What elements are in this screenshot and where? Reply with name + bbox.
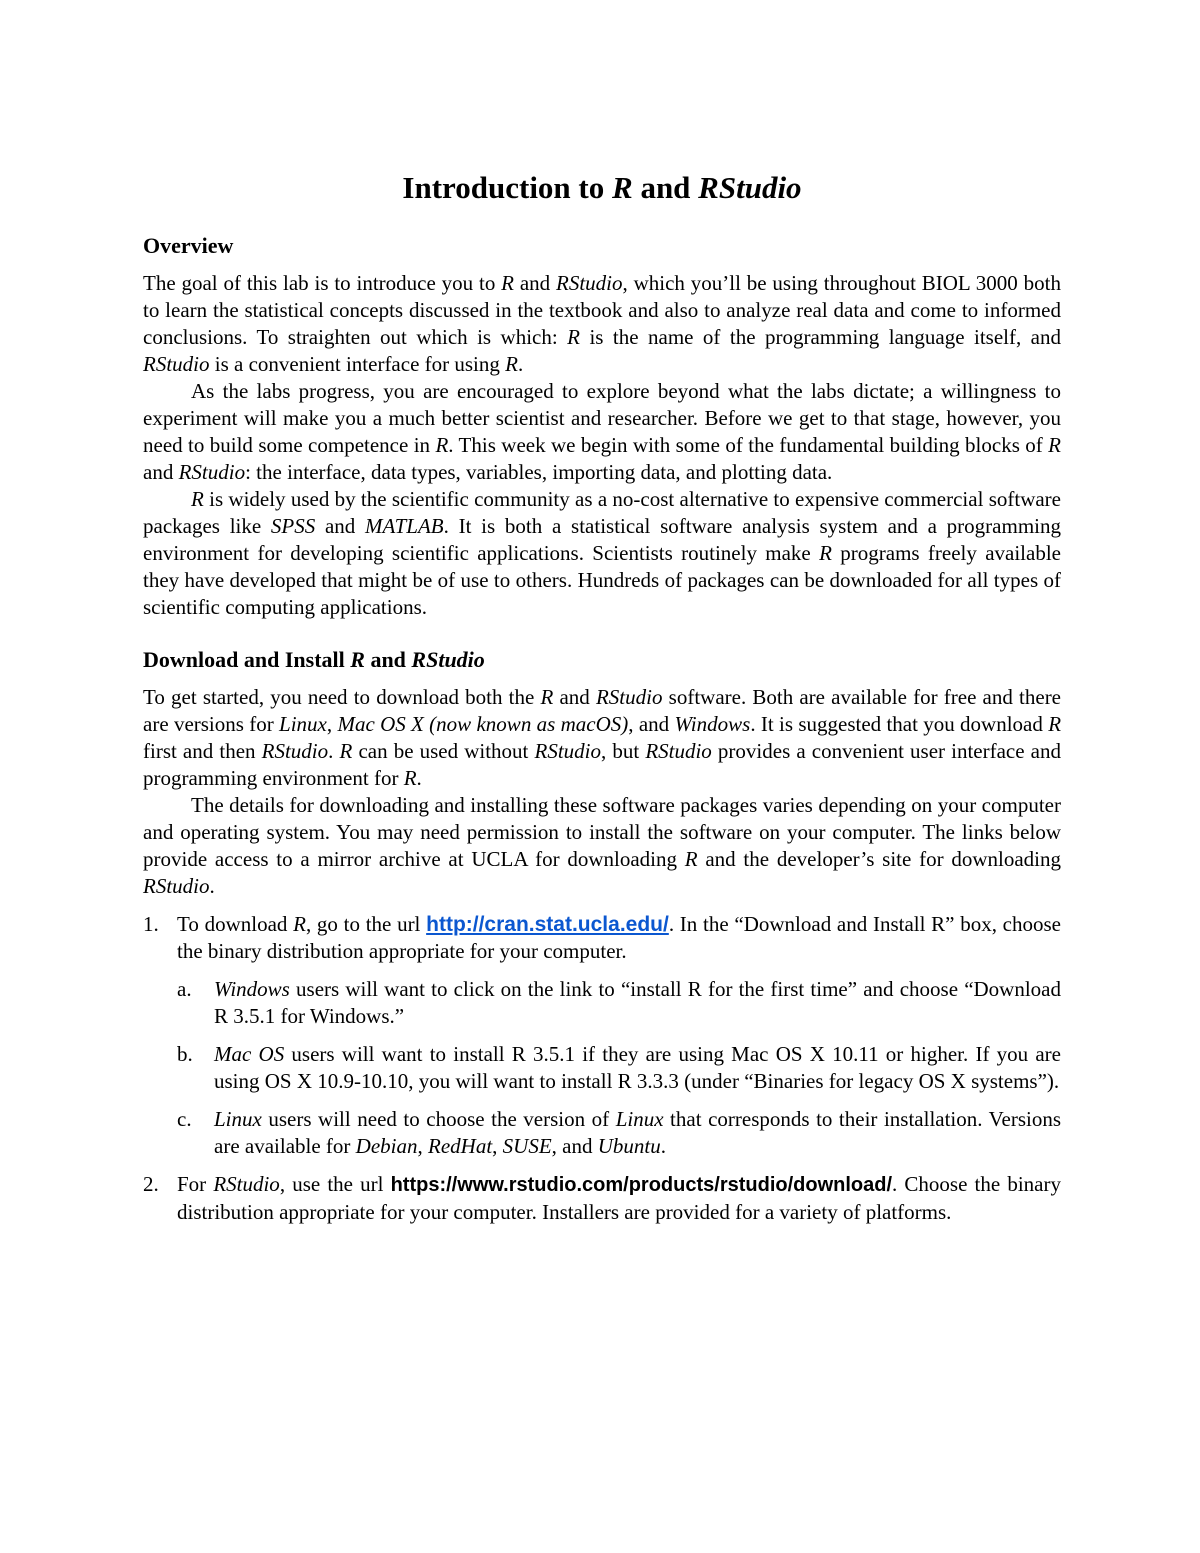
list-letter-c: c. <box>177 1107 192 1131</box>
list-letter-a: a. <box>177 977 192 1001</box>
download-paragraph-2: The details for downloading and installing these software packages varies depending on your computer and operating system. You may need permission to install the software on your computer. The links below provide access to a mirror archive at UCLA for downloading R and the developer’s site for downloading RStudio. <box>143 793 1061 898</box>
document-content <box>143 168 1061 1226</box>
download-heading: Download and Install R and RStudio <box>143 647 485 672</box>
overview-paragraph-1: The goal of this lab is to introduce you to R and RStudio, which you’ll be using throughout BIOL 3000 both to learn the statistical concepts discussed in the textbook and also to analyze real data and come to informed conclusions. To straighten out which is which: R is the name of the programming language itself, and RStudio is a convenient interface for using R. <box>143 271 1061 376</box>
cran-ucla-link[interactable]: http://cran.stat.ucla.edu/ <box>426 913 669 936</box>
list-number-1: 1. <box>143 912 159 936</box>
list-subitem-b: b. Mac OS users will want to install R 3.5.1 if they are using Mac OS X 10.11 or higher. If you are using OS X 10.9-10.10, you will want to install R 3.3.3 (under “Binaries for legacy OS X systems”). <box>177 1042 1061 1093</box>
title-and: and <box>632 170 699 205</box>
rstudio-download-url[interactable]: https://www.rstudio.com/products/rstudio/download/ <box>390 1174 893 1196</box>
list-number-2: 2. <box>143 1172 159 1196</box>
overview-paragraph-3: R is widely used by the scientific community as a no-cost alternative to expensive commercial software packages like SPSS and MATLAB. It is both a statistical software analysis system and a programming environment for developing scientific applications. Scientists routinely make R programs freely available they have developed that might be of use to others. Hundreds of packages can be downloaded for all types of scientific computing applications. <box>143 487 1061 619</box>
overview-paragraph-2: As the labs progress, you are encouraged to explore beyond what the labs dictate; a willingness to experiment will make you a much better scientist and researcher. Before we get to that stage, however, you need to build some competence in R. This week we begin with some of the fundamental building blocks of R and RStudio: the interface, data types, variables, importing data, and plotting data. <box>143 379 1061 484</box>
list-subitem-a: a. Windows users will want to click on the link to “install R for the first time” and choose “Download R 3.5.1 for Windows.” <box>177 977 1061 1028</box>
title-rstudio: RStudio <box>698 170 802 205</box>
list-letter-b: b. <box>177 1042 193 1066</box>
list-item-1: 1. To download R, go to the url http://cran.stat.ucla.edu/. In the “Download and Install R” box, choose the binary distribution appropriate for your computer. <box>143 912 1061 963</box>
overview-heading: Overview <box>143 233 234 258</box>
document-title <box>143 168 1061 208</box>
title-text: Introduction to <box>402 170 612 205</box>
list-subitem-c: c. Linux users will need to choose the version of Linux that corresponds to their installation. Versions are available for Debian, RedHat, SUSE, and Ubuntu. <box>177 1107 1061 1158</box>
download-paragraph-1: To get started, you need to download both the R and RStudio software. Both are available for free and there are versions for Linux, Mac OS X (now known as macOS), and Windows. It is suggested that you download R first and then RStudio. R can be used without RStudio, but RStudio provides a convenient user interface and programming environment for R. <box>143 685 1062 790</box>
list-item-2: 2. For RStudio, use the url https://www.rstudio.com/products/rstudio/download/. Choose the binary distribution appropriate for your computer. Installers are provided for a variety of platforms. <box>143 1172 1061 1224</box>
title-r: R <box>612 170 633 205</box>
